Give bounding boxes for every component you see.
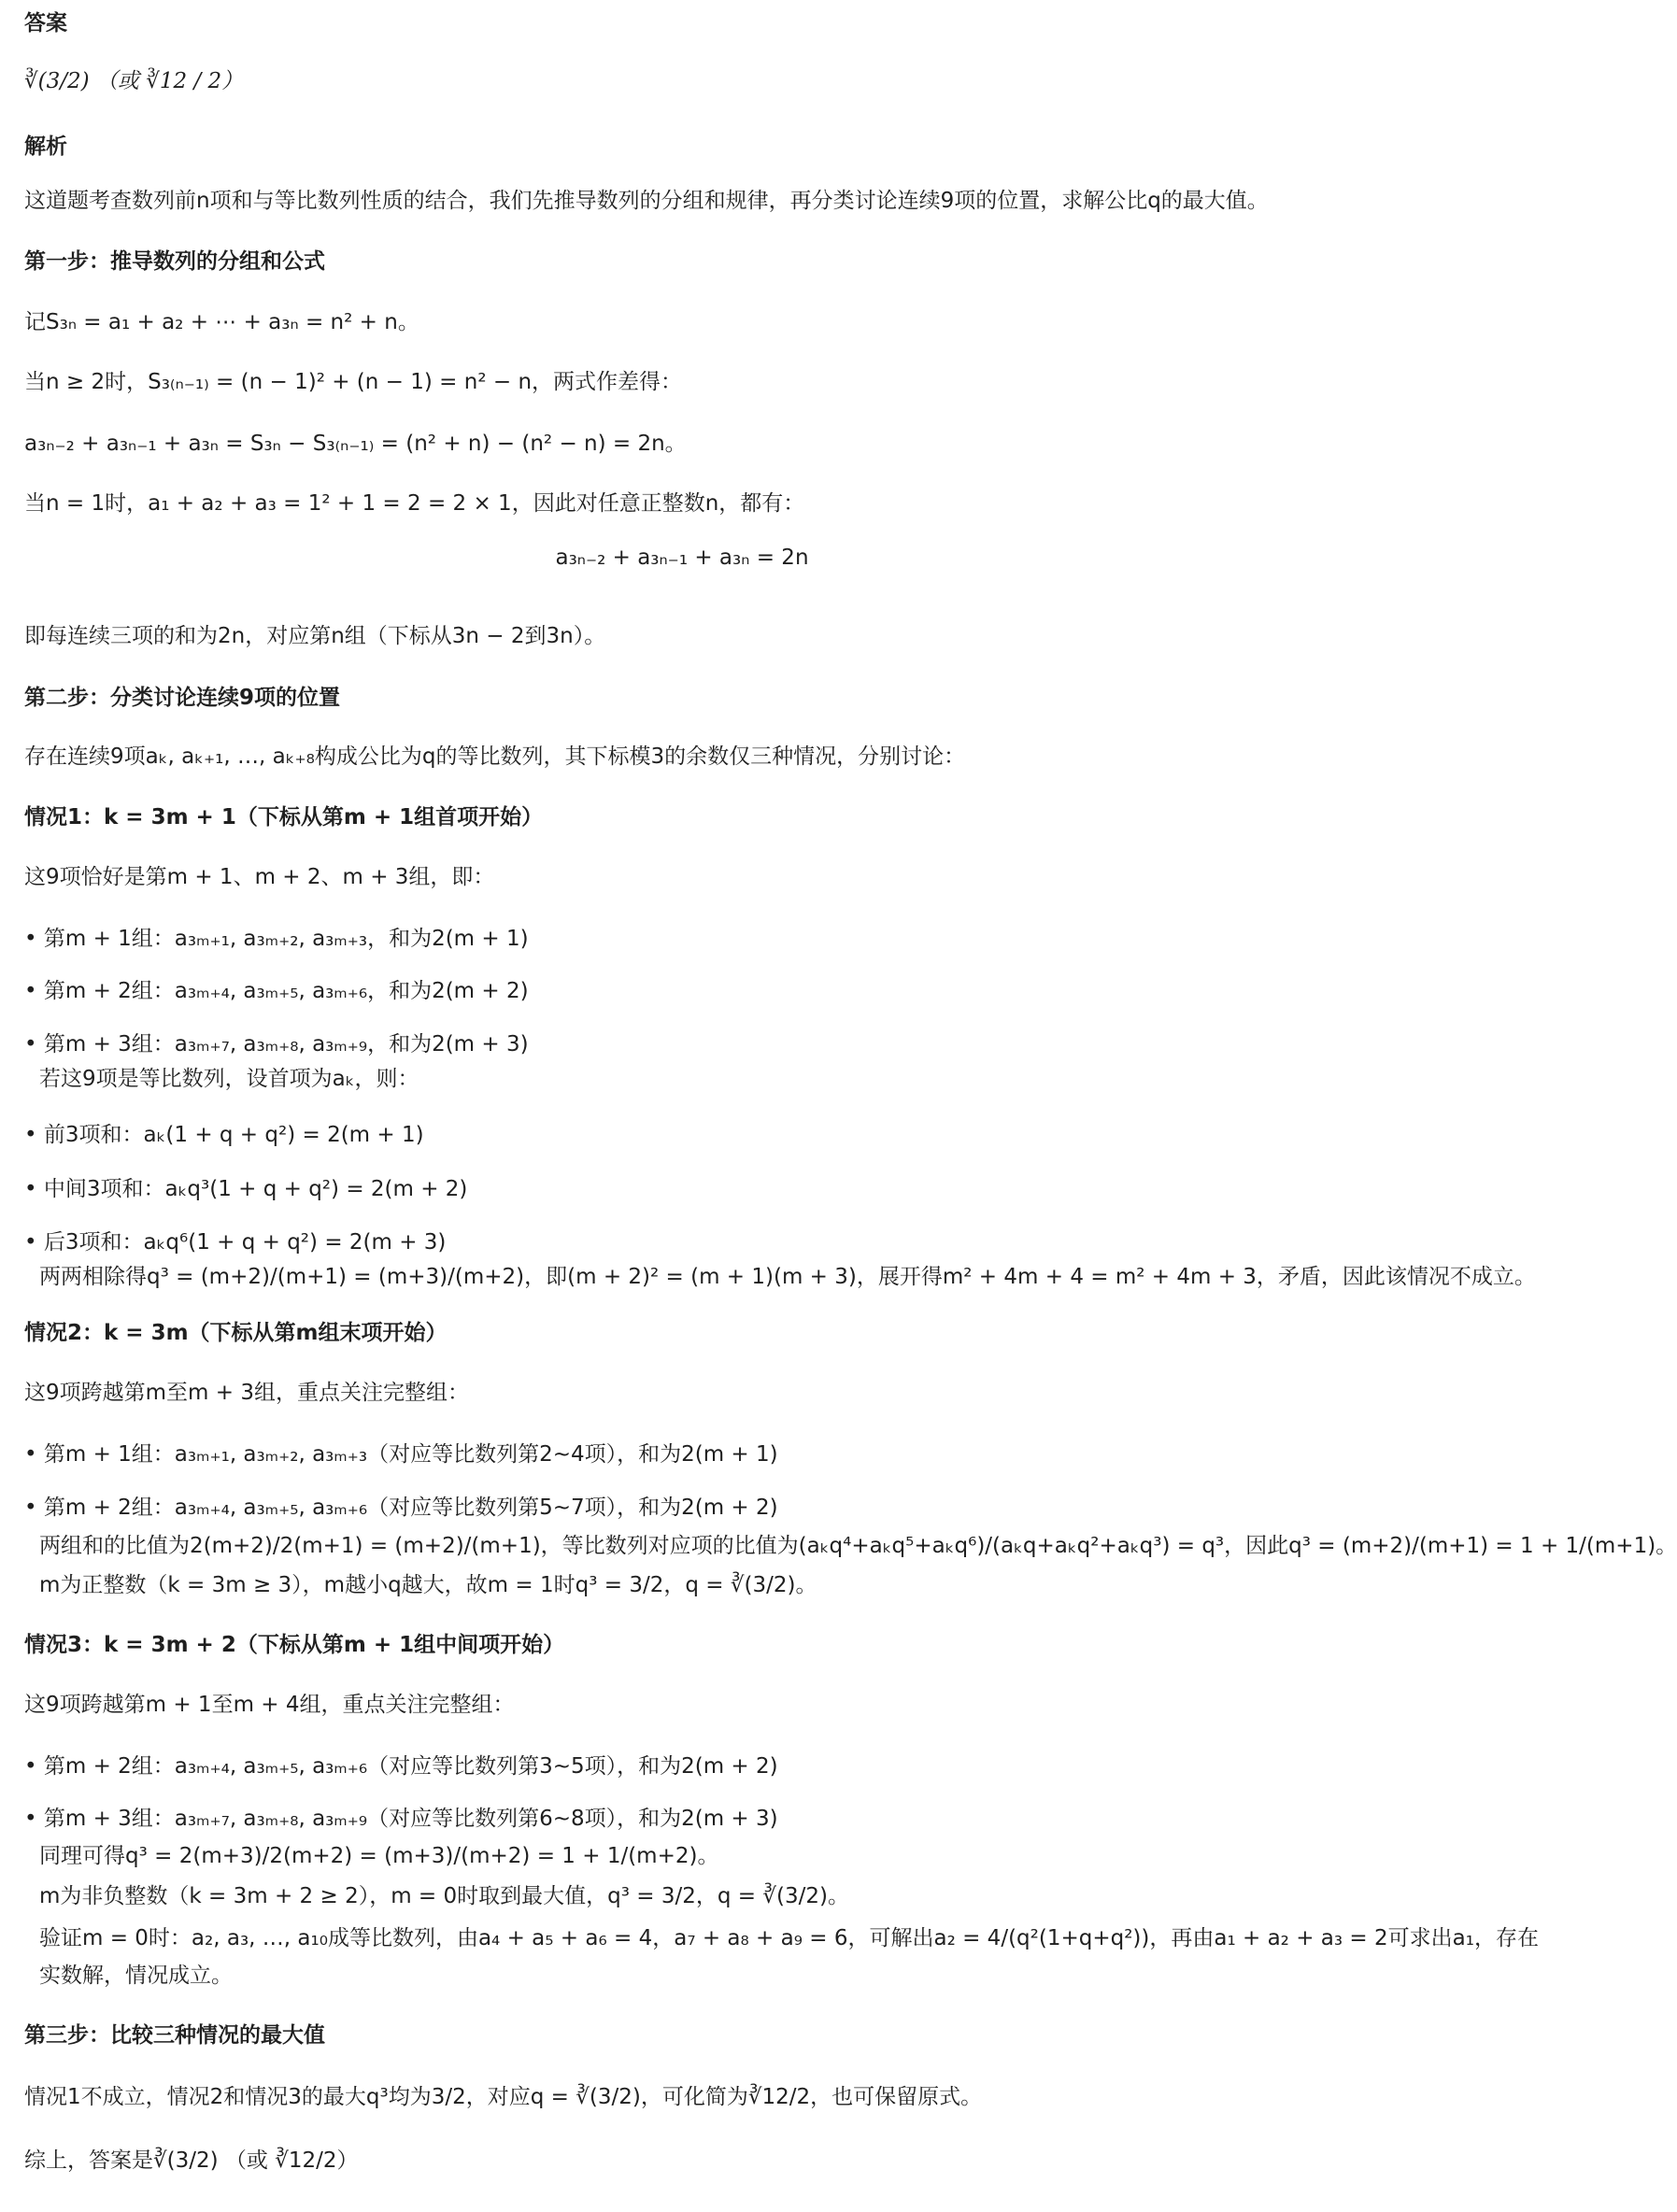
case2-line: 这9项跨越第m至m + 3组，重点关注完整组： (24, 1381, 469, 1405)
step1-line: a₃ₙ₋₂ + a₃ₙ₋₁ + a₃ₙ = S₃ₙ − S₃₍ₙ₋₁₎ = (n² + n) − (n² − n) = 2n。 (24, 432, 687, 456)
case1-bullet: • 中间3项和：aₖq³(1 + q + q²) = 2(m + 2) (24, 1177, 468, 1201)
case3-bullet: • 第m + 3组：a₃ₘ₊₇, a₃ₘ₊₈, a₃ₘ₊₉（对应等比数列第6~8项），和为2(m + 3) (24, 1807, 778, 1831)
case3-bullet: • 第m + 2组：a₃ₘ₊₄, a₃ₘ₊₅, a₃ₘ₊₆（对应等比数列第3~5项），和为2(m + 2) (24, 1754, 778, 1779)
case2-bullet: • 第m + 2组：a₃ₘ₊₄, a₃ₘ₊₅, a₃ₘ₊₆（对应等比数列第5~7项），和为2(m + 2) (24, 1496, 778, 1520)
analysis-heading: 解析 (24, 135, 67, 159)
step1-line: 当n ≥ 2时，S₃₍ₙ₋₁₎ = (n − 1)² + (n − 1) = n² − n，两式作差得： (24, 370, 683, 394)
step1-line: 即每连续三项的和为2n，对应第n组（下标从3n − 2到3n）。 (24, 624, 606, 648)
intro-text: 这道题考查数列前n项和与等比数列性质的结合，我们先推导数列的分组和规律，再分类讨论连续9项的位置，求解公比q的最大值。 (24, 189, 1269, 213)
case3-line: 实数解，情况成立。 (39, 1964, 233, 1988)
answer-heading: 答案 (24, 11, 67, 35)
case2-line: m为正整数（k = 3m ≥ 3），m越小q越大，故m = 1时q³ = 3/2，q = ∛(3/2)。 (39, 1573, 817, 1597)
step1-line: 当n = 1时，a₁ + a₂ + a₃ = 1² + 1 = 2 = 2 × 1，因此对任意正整数n，都有： (24, 491, 805, 516)
case2-bullet: • 第m + 1组：a₃ₘ₊₁, a₃ₘ₊₂, a₃ₘ₊₃（对应等比数列第2~4项），和为2(m + 1) (24, 1442, 778, 1467)
case1-bullet: • 第m + 1组：a₃ₘ₊₁, a₃ₘ₊₂, a₃ₘ₊₃，和为2(m + 1) (24, 927, 529, 951)
case3-line: 这9项跨越第m + 1至m + 4组，重点关注完整组： (24, 1693, 515, 1717)
case3-line: 同理可得q³ = 2(m+3)/2(m+2) = (m+3)/(m+2) = 1 + 1/(m+2)。 (39, 1844, 719, 1868)
step2-line: 存在连续9项aₖ, aₖ₊₁, …, aₖ₊₈构成公比为q的等比数列，其下标模3的余数仅三种情况，分别讨论： (24, 744, 966, 769)
case3-line: m为非负整数（k = 3m + 2 ≥ 2），m = 0时取到最大值，q³ = 3/2，q = ∛(3/2)。 (39, 1884, 849, 1908)
step2-heading: 第二步：分类讨论连续9项的位置 (24, 686, 341, 710)
answer-value: ∛(3/2) （或 ∛12 / 2） (24, 69, 244, 93)
case1-bullet: • 第m + 3组：a₃ₘ₊₇, a₃ₘ₊₈, a₃ₘ₊₉，和为2(m + 3) (24, 1032, 529, 1056)
case2-heading: 情况2：k = 3m（下标从第m组末项开始） (24, 1321, 448, 1345)
case3-heading: 情况3：k = 3m + 2（下标从第m + 1组中间项开始） (24, 1633, 565, 1657)
case1-line: 这9项恰好是第m + 1、m + 2、m + 3组，即： (24, 865, 495, 889)
case3-line: 验证m = 0时：a₂, a₃, …, a₁₀成等比数列，由a₄ + a₅ + a₆ = 4，a₇ + a₈ + a₉ = 6，可解出a₂ = 4/(q²(1+q+q²))，再由a₁ + a₂ + a₃ = 2可求出a₁，存在 (39, 1926, 1539, 1950)
step1-formula: a₃ₙ₋₂ + a₃ₙ₋₁ + a₃ₙ = 2n (555, 546, 809, 570)
case1-heading: 情况1：k = 3m + 1（下标从第m + 1组首项开始） (24, 805, 544, 830)
case1-line: 两两相除得q³ = (m+2)/(m+1) = (m+3)/(m+2)，即(m + 2)² = (m + 1)(m + 3)，展开得m² + 4m + 4 = m² + 4m + 3，矛盾，因此该情况不成立。 (39, 1265, 1536, 1289)
step3-line: 情况1不成立，情况2和情况3的最大q³均为3/2，对应q = ∛(3/2)，可化简为∛12/2，也可保留原式。 (24, 2085, 983, 2109)
step1-heading: 第一步：推导数列的分组和公式 (24, 249, 325, 274)
case1-bullet: • 前3项和：aₖ(1 + q + q²) = 2(m + 1) (24, 1123, 424, 1147)
conclusion-line: 综上，答案是∛(3/2) （或 ∛12/2） (24, 2148, 359, 2173)
step1-line: 记S₃ₙ = a₁ + a₂ + ⋯ + a₃ₙ = n² + n。 (24, 310, 419, 334)
case1-line: 若这9项是等比数列，设首项为aₖ，则： (39, 1067, 419, 1091)
case1-bullet: • 后3项和：aₖq⁶(1 + q + q²) = 2(m + 3) (24, 1230, 447, 1255)
case1-bullet: • 第m + 2组：a₃ₘ₊₄, a₃ₘ₊₅, a₃ₘ₊₆，和为2(m + 2) (24, 979, 529, 1003)
step3-heading: 第三步：比较三种情况的最大值 (24, 2023, 325, 2048)
case2-line: 两组和的比值为2(m+2)/2(m+1) = (m+2)/(m+1)，等比数列对应项的比值为(aₖq⁴+aₖq⁵+aₖq⁶)/(aₖq+aₖq²+aₖq³) = q³，因此q³ = (m+2)/(m+1) = 1 + 1/(m+1)。 (39, 1534, 1677, 1558)
